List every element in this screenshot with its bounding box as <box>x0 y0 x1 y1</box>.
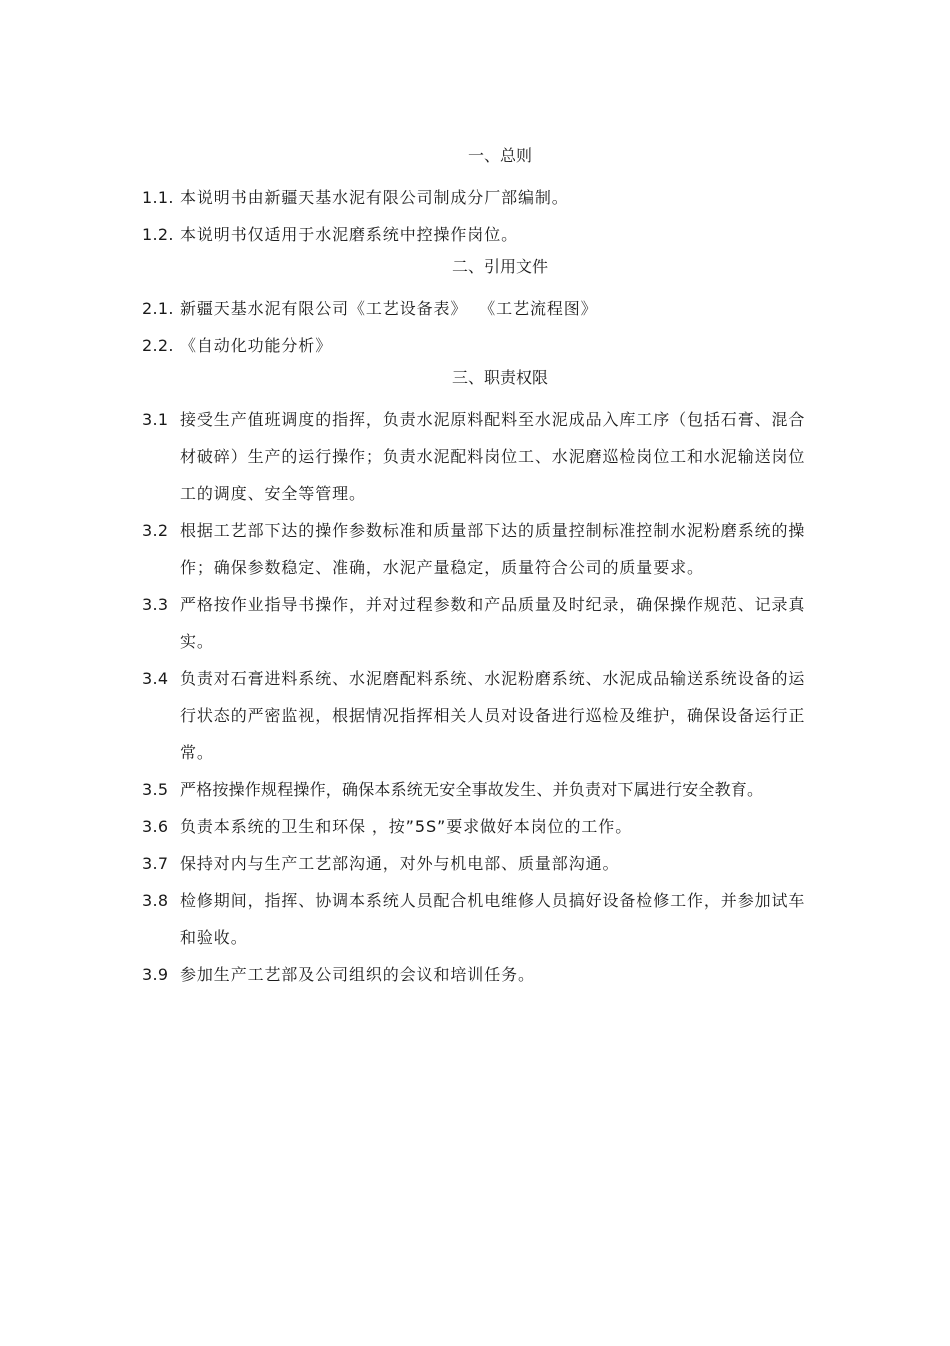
list-item <box>142 586 822 660</box>
item-text: 严格按操作规程操作，确保本系统无安全事故发生、并负责对下属进行安全教育。 <box>180 780 764 799</box>
item-number: 1.1. <box>142 188 174 207</box>
list-item <box>142 771 822 808</box>
list-item <box>142 660 822 771</box>
list-item <box>142 179 822 216</box>
item-text: 本说明书仅适用于水泥磨系统中控操作岗位。 <box>180 225 519 244</box>
item-number: 3.4 <box>142 669 169 688</box>
list-item <box>142 290 822 327</box>
list-item <box>142 882 822 956</box>
item-number: 3.9 <box>142 965 169 984</box>
item-number: 1.2. <box>142 225 174 244</box>
item-text: 负责对石膏进料系统、水泥磨配料系统、水泥粉磨系统、水泥成品输送系统设备的运行状态的严密监视，根据情况指挥相关人员对设备进行巡检及维护，确保设备运行正常。 <box>180 669 806 762</box>
item-text: 检修期间，指挥、协调本系统人员配合机电维修人员搞好设备检修工作，并参加试车和验收。 <box>180 891 806 947</box>
item-text: 新疆天基水泥有限公司《工艺设备表》 《工艺流程图》 <box>180 299 598 318</box>
item-number: 2.2. <box>142 336 174 355</box>
list-item <box>142 216 822 253</box>
item-number: 3.8 <box>142 891 169 910</box>
item-text: 严格按作业指导书操作，并对过程参数和产品质量及时纪录，确保操作规范、记录真实。 <box>180 595 806 651</box>
item-text: 本说明书由新疆天基水泥有限公司制成分厂部编制。 <box>180 188 569 207</box>
section-title-general: 一、总则 <box>467 146 532 165</box>
item-text: 负责本系统的卫生和环保 ，按”5S”要求做好本岗位的工作。 <box>180 817 633 836</box>
document-content <box>142 142 822 993</box>
item-text: 《自动化功能分析》 <box>180 336 333 355</box>
item-number: 3.3 <box>142 595 169 614</box>
item-number: 3.7 <box>142 854 169 873</box>
list-item <box>142 401 822 512</box>
section-title-references: 二、引用文件 <box>451 257 548 276</box>
item-text: 参加生产工艺部及公司组织的会议和培训任务。 <box>180 965 535 984</box>
item-number: 3.2 <box>142 521 169 540</box>
list-item <box>142 808 822 845</box>
list-item <box>142 845 822 882</box>
list-item <box>142 327 822 364</box>
list-item <box>142 956 822 993</box>
item-text: 接受生产值班调度的指挥，负责水泥原料配料至水泥成品入库工序（包括石膏、混合材破碎）生产的运行操作；负责水泥配料岗位工、水泥磨巡检岗位工和水泥输送岗位工的调度、安全等管理。 <box>180 410 806 503</box>
item-number: 3.5 <box>142 780 169 799</box>
item-text: 根据工艺部下达的操作参数标准和质量部下达的质量控制标准控制水泥粉磨系统的操作；确保参数稳定、准确，水泥产量稳定，质量符合公司的质量要求。 <box>180 521 806 577</box>
item-number: 3.6 <box>142 817 169 836</box>
item-number: 3.1 <box>142 410 169 429</box>
item-text: 保持对内与生产工艺部沟通，对外与机电部、质量部沟通。 <box>180 854 620 873</box>
list-item <box>142 512 822 586</box>
section-title-responsibilities: 三、职责权限 <box>451 368 548 387</box>
item-number: 2.1. <box>142 299 174 318</box>
